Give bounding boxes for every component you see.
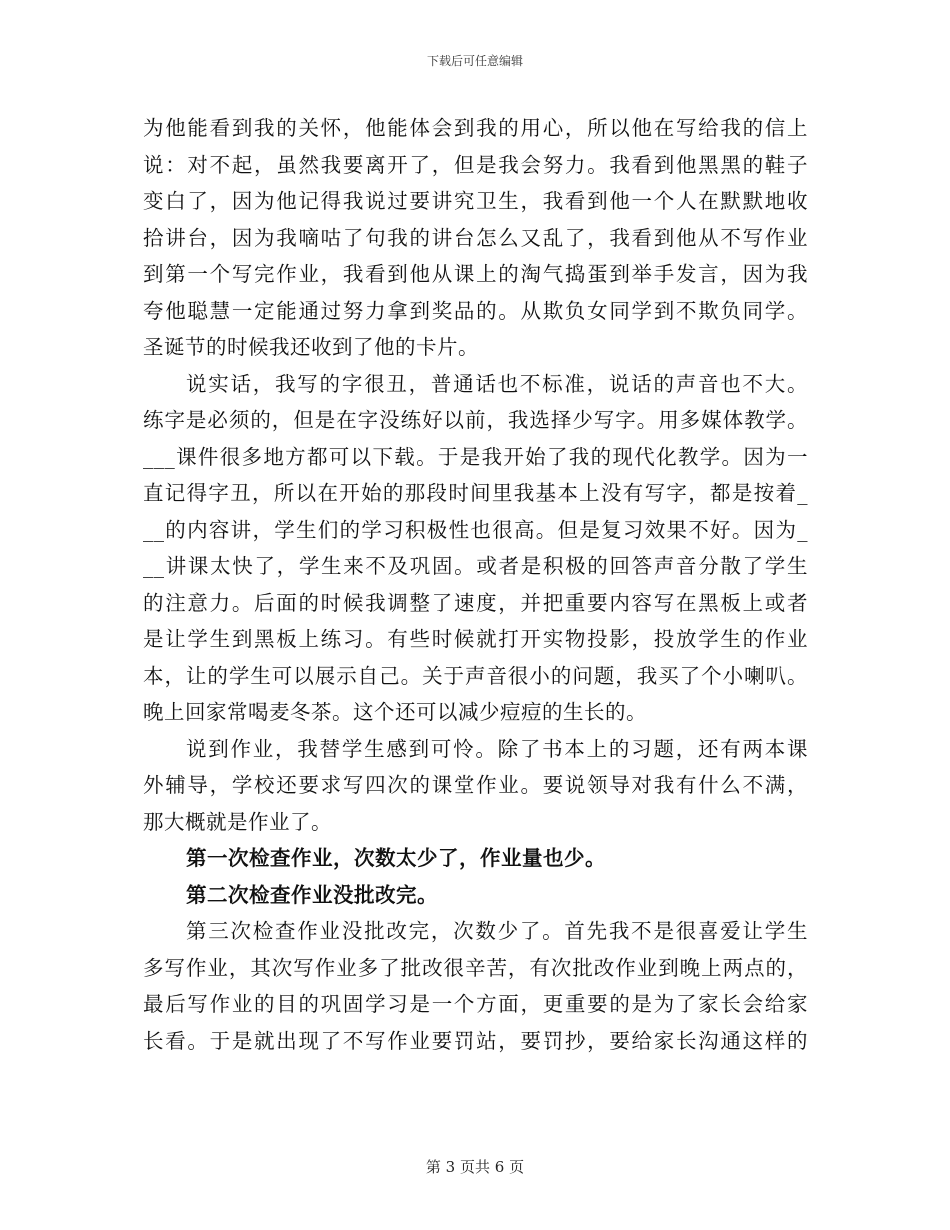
text-line: 圣诞节的时候我还收到了他的卡片。 [143, 335, 479, 359]
text-line: 说实话，我写的字很丑，普通话也不标准，说话的声音也不大。 [186, 371, 808, 396]
text-line: 本，让的学生可以展示自己。关于声音很小的问题，我买了个小喇叭。 [143, 663, 808, 688]
text-line: 长看。于是就出现了不写作业要罚站，要罚抄，要给家长沟通这样的 [143, 1028, 808, 1053]
text-line: 拾讲台，因为我嘀咕了句我的讲台怎么又乱了，我看到他从不写作业 [143, 225, 808, 250]
text-line: ___课件很多地方都可以下载。于是我开始了我的现代化教学。因为一 [143, 444, 808, 469]
text-line: 到第一个写完作业，我看到他从课上的淘气捣蛋到举手发言，因为我 [143, 262, 808, 286]
bold-text-line: 第二次检查作业没批改完。 [186, 882, 438, 907]
document-body [143, 110, 808, 1059]
text-line: 最后写作业的目的巩固学习是一个方面，更重要的是为了家长会给家 [143, 992, 808, 1016]
text-line: 那大概就是作业了。 [143, 809, 332, 834]
text-line: 为他能看到我的关怀，他能体会到我的用心，所以他在写给我的信上 [143, 116, 808, 140]
text-line: 多写作业，其次写作业多了批改很辛苦，有次批改作业到晚上两点的， [143, 955, 808, 980]
text-line: 的注意力。后面的时候我调整了速度，并把重要内容写在黑板上或者 [143, 590, 808, 615]
text-line: 说：对不起，虽然我要离开了，但是我会努力。我看到他黑黑的鞋子 [143, 152, 808, 177]
text-line: 第三次检查作业没批改完，次数少了。首先我不是很喜爱让学生 [186, 919, 808, 943]
page-number-footer: 第 3 页共 6 页 [425, 1158, 525, 1176]
text-line: 外辅导，学校还要求写四次的课堂作业。要说领导对我有什么不满， [143, 773, 808, 797]
text-line: 晚上回家常喝麦冬茶。这个还可以减少痘痘的生长的。 [143, 700, 647, 724]
text-line: 变白了，因为他记得我说过要讲究卫生，我看到他一个人在默默地收 [143, 189, 808, 213]
bold-text-line: 第一次检查作业，次数太少了，作业量也少。 [186, 846, 606, 870]
text-line: 夸他聪慧一定能通过努力拿到奖品的。从欺负女同学到不欺负同学。 [143, 298, 808, 323]
text-line: 练字是必须的，但是在字没练好以前，我选择少写字。用多媒体教学。 [143, 408, 808, 432]
text-line: __的内容讲，学生们的学习积极性也很高。但是复习效果不好。因为_ [143, 517, 808, 542]
text-line: 是让学生到黑板上练习。有些时候就打开实物投影，投放学生的作业 [143, 627, 808, 651]
text-line: 说到作业，我替学生感到可怜。除了书本上的习题，还有两本课 [186, 736, 808, 761]
text-line: __讲课太快了，学生来不及巩固。或者是积极的回答声音分散了学生 [143, 554, 808, 578]
page-header: 下载后可任意编辑 [426, 54, 523, 68]
text-line: 直记得字丑，所以在开始的那段时间里我基本上没有写字，都是按着_ [143, 481, 808, 505]
